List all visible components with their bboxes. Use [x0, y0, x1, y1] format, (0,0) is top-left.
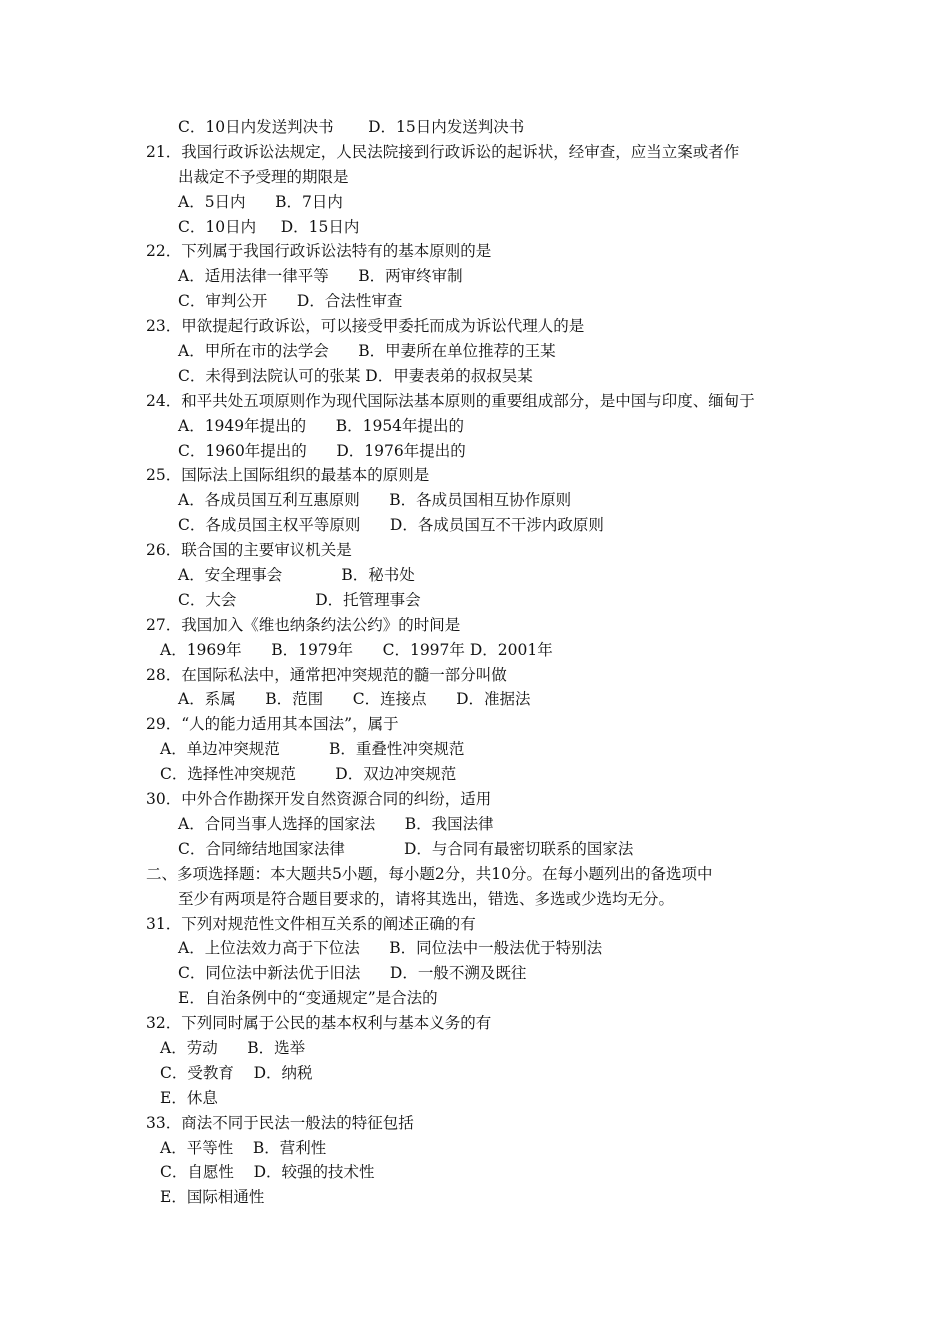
- text-line: C．审判公开 D．合法性审查: [178, 292, 403, 311]
- text-line: A．系属 B．范围 C．连接点 D．准据法: [178, 690, 531, 709]
- text-line: A．合同当事人选择的国家法 B．我国法律: [178, 814, 494, 833]
- text-line: 33．商法不同于民法一般法的特征包括: [146, 1113, 414, 1132]
- text-line: C．大会 D．托管理事会: [178, 590, 421, 609]
- text-line: C．10日内 D．15日内: [178, 217, 360, 236]
- text-line: 23．甲欲提起行政诉讼，可以接受甲委托而成为诉讼代理人的是: [146, 317, 585, 336]
- text-line: A．甲所在市的法学会 B．甲妻所在单位推荐的王某: [178, 342, 556, 361]
- text-line: 出裁定不予受理的期限是: [178, 167, 349, 186]
- text-line: 24．和平共处五项原则作为现代国际法基本原则的重要组成部分，是中国与印度、缅甸于: [146, 391, 755, 410]
- text-line: A．劳动 B．选举: [160, 1038, 306, 1057]
- text-line: 二、多项选择题：本大题共5小题，每小题2分，共10分。在每小题列出的备选项中: [146, 864, 713, 883]
- text-line: A．1949年提出的 B．1954年提出的: [178, 416, 465, 435]
- text-line: C．1960年提出的 D．1976年提出的: [178, 441, 466, 460]
- text-line: 26．联合国的主要审议机关是: [146, 541, 352, 560]
- text-line: C．自愿性 D．较强的技术性: [160, 1163, 375, 1182]
- text-line: C．10日内发送判决书 D．15日内发送判决书: [178, 118, 525, 136]
- text-line: 至少有两项是符合题目要求的，请将其选出，错选、多选或少选均无分。: [178, 889, 675, 908]
- text-line: C．合同缔结地国家法律 D．与合同有最密切联系的国家法: [178, 839, 634, 858]
- text-line: A．平等性 B．营利性: [160, 1138, 327, 1157]
- text-line: 31．下列对规范性文件相互关系的阐述正确的有: [146, 914, 476, 933]
- text-line: 29．“人的能力适用其本国法”，属于: [146, 715, 399, 734]
- document-body: [0, 115, 950, 1210]
- text-line: C．选择性冲突规范 D．双边冲突规范: [160, 765, 457, 784]
- text-line: 22．下列属于我国行政诉讼法特有的基本原则的是: [146, 242, 492, 261]
- text-line: A．上位法效力高于下位法 B．同位法中一般法优于特别法: [178, 939, 603, 958]
- text-line: A．5日内 B．7日内: [178, 192, 343, 211]
- text-line: C．同位法中新法优于旧法 D．一般不溯及既往: [178, 964, 527, 983]
- text-line: 27．我国加入《维也纳条约法公约》的时间是: [146, 615, 461, 634]
- text-line: A．适用法律一律平等 B．两审终审制: [178, 267, 463, 286]
- text-line: A．单边冲突规范 B．重叠性冲突规范: [160, 740, 465, 759]
- text-line: E．休息: [160, 1088, 218, 1107]
- text-line: 30．中外合作勘探开发自然资源合同的纠纷，适用: [146, 790, 492, 809]
- text-line: 21．我国行政诉讼法规定，人民法院接到行政诉讼的起诉状，经审查，应当立案或者作: [146, 142, 740, 161]
- text-line: C．受教育 D．纳税: [160, 1063, 313, 1082]
- text-line: C．未得到法院认可的张某 D．甲妻表弟的叔叔吴某: [178, 366, 533, 385]
- text-line: 32．下列同时属于公民的基本权利与基本义务的有: [146, 1014, 492, 1033]
- text-line: E．自治条例中的“变通规定”是合法的: [178, 989, 438, 1008]
- text-line: 28．在国际私法中，通常把冲突规范的髓一部分叫做: [146, 665, 507, 684]
- text-line: C．各成员国主权平等原则 D．各成员国互不干涉内政原则: [178, 516, 604, 535]
- text-line: A．1969年 B．1979年 C．1997年 D．2001年: [160, 640, 553, 659]
- text-line: A．各成员国互利互惠原则 B．各成员国相互协作原则: [178, 491, 572, 510]
- text-line: E．国际相通性: [160, 1188, 265, 1207]
- text-line: A．安全理事会 B．秘书处: [178, 566, 415, 585]
- text-line: 25．国际法上国际组织的最基本的原则是: [146, 466, 430, 485]
